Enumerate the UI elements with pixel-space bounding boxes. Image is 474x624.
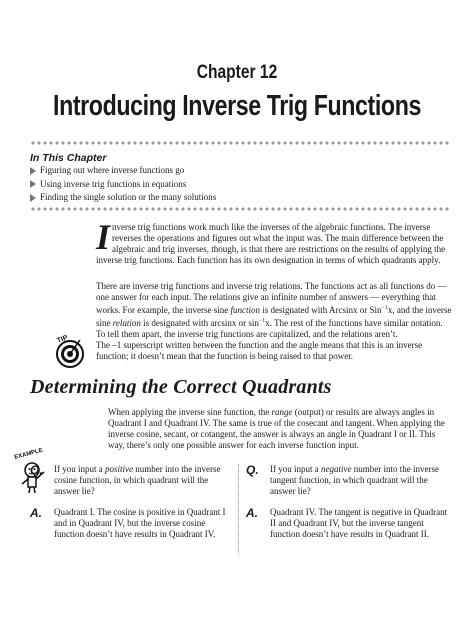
question-block bbox=[246, 464, 452, 497]
bullet-arrow-icon bbox=[30, 167, 36, 175]
bullet-arrow-icon bbox=[30, 180, 36, 188]
question-text: If you input a negative number into the inverse tangent function, in which quadrant will the answer lie? bbox=[270, 464, 439, 496]
list-item: Using inverse trig functions in equations bbox=[30, 178, 216, 192]
tip-label: TIP bbox=[56, 334, 69, 345]
question-text: If you input a positive number into the inverse cosine function, in which quadrant will the answer lie? bbox=[54, 464, 221, 496]
drop-cap: I bbox=[96, 217, 111, 257]
in-this-chapter-heading: In This Chapter bbox=[30, 152, 107, 164]
answer-block bbox=[246, 507, 452, 540]
column-divider bbox=[238, 464, 239, 554]
answer-text: Quadrant I. The cosine is positive in Quadrant I and in Quadrant IV, but the inverse cosine function doesn’t have results in Quadrant IV. bbox=[54, 507, 226, 539]
chapter-topics-list bbox=[30, 164, 216, 205]
example-right-column bbox=[246, 464, 452, 550]
list-item: Figuring out where inverse functions go bbox=[30, 164, 216, 178]
list-item: Finding the single solution or the many solutions bbox=[30, 191, 216, 205]
question-label: Q. bbox=[30, 463, 43, 477]
answer-text: Quadrant IV. The tangent is negative in Quadrant II and Quadrant IV, but the inverse tangent function doesn’t have results in Quadrant II. bbox=[270, 507, 448, 539]
tip-target-icon bbox=[52, 334, 88, 370]
example-left-column bbox=[30, 464, 230, 550]
dotted-divider-bottom bbox=[30, 206, 450, 212]
dotted-divider-top bbox=[30, 140, 450, 146]
tip-text: The –1 superscript written between the function and the angle means that this is an inverse function; it doesn’t mean that the function is being raised to that power. bbox=[96, 340, 423, 361]
question-label: Q. bbox=[246, 463, 259, 477]
bullet-arrow-icon bbox=[30, 194, 36, 202]
question-block bbox=[30, 464, 230, 497]
example-label: EXAMPLE bbox=[13, 448, 44, 461]
section-paragraph: When applying the inverse sine function, the range (output) or results are always angles in Quadrant I and Quadrant IV. The same is true of the cosecant and tangent. When applying the inverse cosine, secant, or cotangent, the answer is always an angle in Quadrant I or II. This way, there’s only one possible answer for each inverse function input. bbox=[108, 407, 445, 450]
intro-paragraph-2: There are inverse trig functions and inverse trig relations. The functions act as all functions do — one answer for each input. The relations give an infinite number of answers — everything that works. For example, the inverse sine function is designated with Arcsinx or Sin$^{-1}$x, and the inverse sine relation is designated with arcsinx or $\sin^{-1}x$. The rest of the functions have similar notation. To tell them apart, the inverse trig functions are capitalized, and the relations aren’t. bbox=[96, 281, 452, 339]
answer-block bbox=[30, 507, 230, 540]
answer-label: A. bbox=[30, 506, 42, 520]
section-heading: Determining the Correct Quadrants bbox=[30, 376, 332, 398]
answer-label: A. bbox=[246, 506, 258, 520]
intro-paragraph-1: Inverse trig functions work much like the inverses of the algebraic functions. The inverse reverses the operations and figures out what the input was. The main difference between the algebraic and trig inverses, though, is that there are restrictions on the results of applying the inverse trig functions. Each function has its own designation in terms of which quadrants apply. bbox=[96, 217, 446, 265]
chapter-title: Introducing Inverse Trig Functions bbox=[53, 90, 421, 122]
chapter-number: Chapter 12 bbox=[196, 62, 278, 83]
